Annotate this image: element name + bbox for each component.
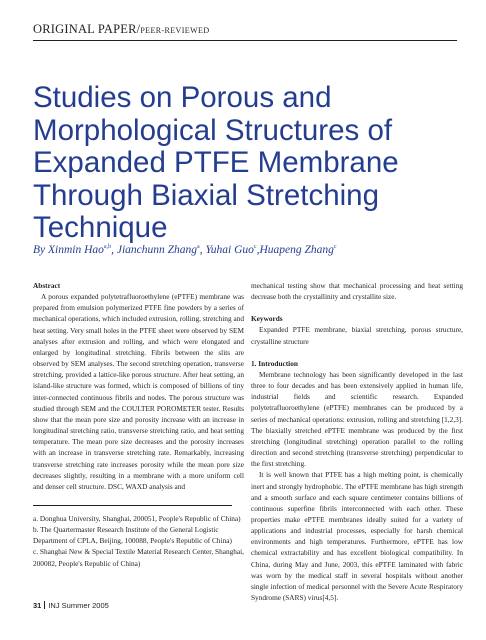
title-line: Through Biaxial Stretching	[33, 178, 379, 212]
keywords-heading: Keywords	[251, 314, 283, 324]
footnote-rule	[33, 505, 232, 506]
author-name: Xinmin Hao	[48, 244, 104, 256]
title-line: Expanded PTFE Membrane	[33, 146, 399, 179]
journal-issue: INJ Summer 2005	[48, 601, 109, 610]
introduction-heading: 1. Introduction	[251, 358, 298, 368]
keywords-text: Expanded PTFE membrane, biaxial stretching, porous structure, crystalline structure	[251, 325, 463, 346]
author-prefix: By	[33, 244, 49, 256]
author-affiliation: c	[253, 244, 257, 251]
page-number: 31	[33, 601, 42, 610]
author-name: Huapeng Zhang	[259, 244, 334, 256]
footnote: a. Donghua University, Shanghai, 200051, People's Republic of China)	[33, 514, 241, 523]
left-column	[33, 280, 244, 492]
author-name: Yuhai Guo	[205, 244, 254, 256]
article-title	[33, 82, 463, 245]
introduction-paragraph: Membrane technology has been significantly developed in the last three to four decades and has been extensively applied in human life, industrial fields and scientific research. Expanded polytetrafluoroethylene (ePTFE) membranes can be produced by a series of mechanical operations: extrusion, rolling and stretching [1,2,3]. The biaxially stretched ePTFE membrane was produced by the first stretching (longitudinal stretching) operation parallel to the rolling direction and second stretching (transverse stretching) perpendicular to the first stretching.	[251, 369, 463, 469]
author-affiliation: a	[197, 244, 200, 251]
author-line: By Xinmin Hao$^{a,b}$, Jianchunn Zhang$^a$, Yuhai Guo$^c$,Huapeng Zhang$^c$	[33, 244, 337, 256]
footnotes	[33, 513, 244, 569]
title-line: Morphological Structures of	[33, 113, 393, 147]
title-line: Technique	[33, 211, 168, 244]
footnote: c. Shanghai New & Special Textile Material Research Center, Shanghai, 200082, People's Republic of China)	[33, 547, 245, 568]
author-affiliation: c	[333, 244, 337, 251]
abstract-continuation: mechanical testing show that mechanical processing and heat setting decrease both the crystallinity and crystallite size.	[251, 281, 463, 302]
author-affiliation: a,b	[103, 244, 112, 251]
footer-divider	[44, 601, 45, 609]
header-section: ORIGINAL PAPER	[33, 22, 137, 36]
header-divider: /	[136, 22, 141, 36]
right-column	[251, 280, 463, 603]
running-header	[33, 20, 457, 41]
author-name: Jianchunn Zhang	[116, 244, 198, 256]
title-line: Studies on Porous and	[33, 81, 332, 114]
header-subsection: PEER-REVIEWED	[140, 26, 210, 35]
page-footer	[33, 601, 109, 610]
introduction-paragraph: It is well known that PTFE has a high melting point, is chemically inert and strongly hydrophobic. The ePTFE membrane has high strength and a smooth surface and each square centimeter contains billions of continuous superfine fibrils interconnected with each other. These properties make ePTFE membranes ideally suited for a variety of applications and industrial processes, especially for harsh chemical environments and high temperatures. Furthermore, ePTFE has low chemical extractability and has excellent biological compatibility. In China, during May and June, 2003, this ePTFE laminated with fabric was worn by the medical staff in several hospitals without another single infection of medical personnel with the Severe Acute Respiratory Syndrome (SARS) virus[4,5].	[251, 470, 463, 603]
abstract-text: A porous expanded polytetrafluoroethylene (ePTFE) membrane was prepared from emulsion polymerized PTFE fine powders by a series of mechanical operations, which included extrusion, rolling, stretching and heat setting. Very small holes in the PTFE sheet were observed by SEM analyses after extrusion and rolling, and which were elongated and enlarged by longitudinal stretching. Fibrils between the slits are observed by SEM analyses. The second stretching operation, transverse stretching, provided a lattice-like porous structure. After heat setting, an island-like structure was formed, which is composed of billions of tiny inter-connected continuous fibrils and nodes. The porous structure was studied through SEM and the COULTER POROMETER tester. Results show that the mean pore size and porosity increase with an increase in longitudinal stretching ratio, transverse stretching ratio, and heat setting temperature. The mean pore size decreases and the porosity increases with an increase in transverse stretching rate. Remarkably, increasing transverse stretching rate increases porosity while the mean pore size decreases slightly, resulting in a membrane with a more uniform cell and denser cell structure. DSC, WAXD analysis and	[33, 292, 244, 491]
footnote: b. The Quartermaster Research Institute of the General Logistic Department of CPLA, Beijing, 100088, People's Republic of China)	[33, 525, 232, 546]
abstract-heading: Abstract	[33, 281, 61, 290]
